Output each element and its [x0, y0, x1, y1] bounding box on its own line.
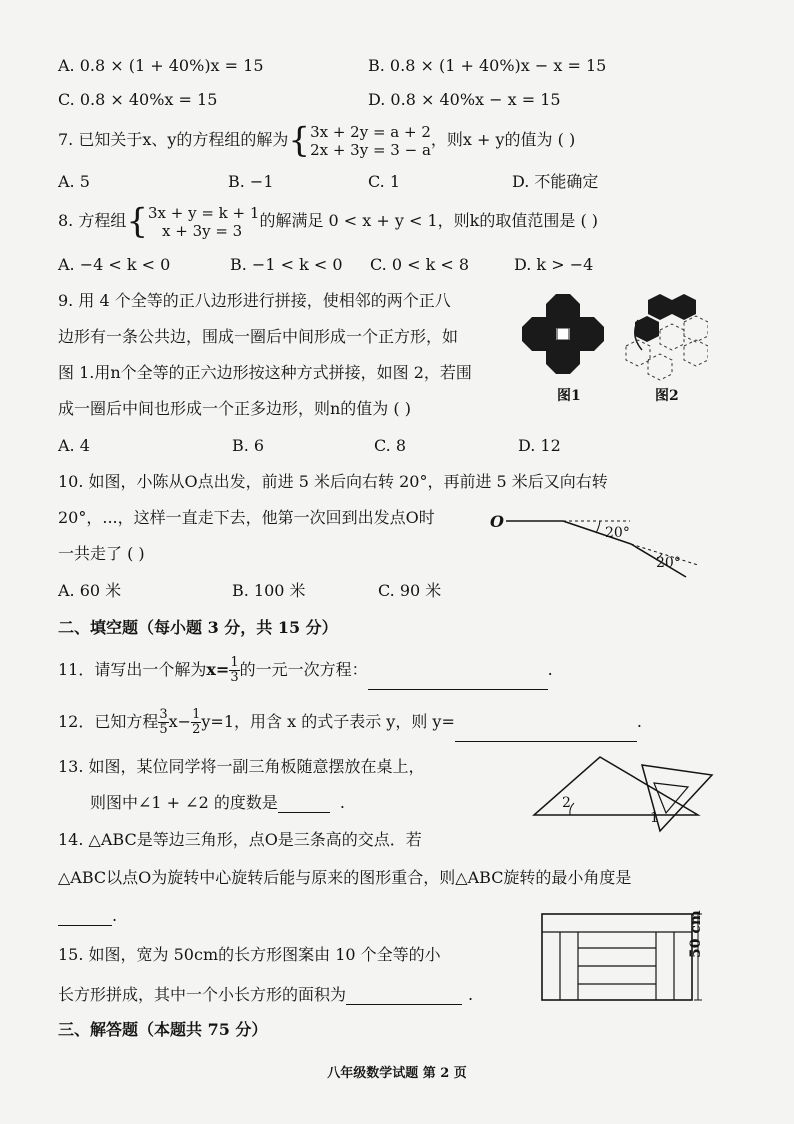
q12-mid2: y=1，用含 x 的式子表示 y，则 y= [201, 712, 455, 731]
q8-brace: { [126, 201, 148, 242]
q10-fig-angle2: 20° [656, 555, 681, 571]
q11-end: . [547, 660, 553, 679]
q11-num: 1 [230, 655, 239, 670]
q12-line [58, 702, 642, 742]
q10-fig-origin: O [490, 512, 504, 531]
q12-num1: 3 [159, 707, 168, 722]
q8-stem-pre: 8. 方程组 [58, 211, 127, 230]
q14-line1: 14. △ABC是等边三角形，点O是三条高的交点．若 [58, 830, 422, 849]
q9-figure [518, 292, 708, 382]
q8-stem-post: 的解满足 0 < x + y < 1，则k的取值范围是 ( ) [259, 211, 599, 230]
q15-line2-text: 长方形拼成，其中一个小长方形的面积为 [58, 985, 347, 1004]
q6-option-c: C. 0.8 × 40%x = 15 [58, 90, 218, 109]
q8-option-b: B. −1 < k < 0 [230, 255, 343, 274]
q7-brace: { [288, 120, 311, 161]
q10-option-b: B. 100 米 [232, 581, 306, 600]
q7-option-c: C. 1 [368, 172, 401, 191]
q13-line2 [90, 793, 345, 813]
q10-option-a: A. 60 米 [58, 581, 122, 600]
q7-eq2: 2x + 3y = 3 − a [310, 140, 431, 159]
q13-line2-text: 则图中∠1 + ∠2 的度数是 [90, 793, 278, 812]
q14-end: . [112, 906, 118, 925]
section2-heading: 二、填空题（每小题 3 分，共 15 分） [58, 618, 338, 637]
q14-line3 [58, 906, 117, 926]
q10-fig-angle1: 20° [605, 525, 630, 541]
q11-fraction [229, 656, 239, 685]
q9-option-c: C. 8 [374, 436, 407, 455]
q7-option-a: A. 5 [58, 172, 90, 191]
q7-option-d: D. 不能确定 [512, 172, 599, 191]
q9-line2: 边形有一条公共边，围成一圈后中间形成一个正方形，如 [58, 327, 459, 346]
q9-option-b: B. 6 [232, 436, 265, 455]
q9-line3: 图 1.用n个全等的正六边形按这种方式拼接，如图 2，若围 [58, 363, 472, 382]
q11-x: x= [206, 660, 230, 679]
q13-triangle-45 [534, 757, 698, 815]
q6-option-a: A. 0.8 × (1 + 40%)x = 15 [58, 56, 264, 75]
q8-option-d: D. k > −4 [514, 255, 594, 274]
q11-line [58, 650, 553, 690]
q10-line2: 20°，...，这样一直走下去，他第一次回到出发点O时 [58, 508, 435, 527]
q11-pre: 11．请写出一个解为 [58, 660, 207, 679]
q15-fig-label: 50 cm [688, 910, 704, 958]
q6-option-d: D. 0.8 × 40%x − x = 15 [368, 90, 561, 109]
q13-triangle-30-inner [654, 783, 688, 813]
q9-line4: 成一圈后中间也形成一个正多边形，则n的值为 ( ) [58, 399, 411, 418]
q11-den: 3 [230, 670, 239, 685]
q12-end: . [636, 712, 642, 731]
q11-post: 的一元一次方程： [239, 660, 368, 679]
page-footer: 八年级数学试题 第 2 页 [327, 1066, 467, 1081]
q9-option-d: D. 12 [518, 436, 561, 455]
q13-line1: 13. 如图，某位同学将一副三角板随意摆放在桌上， [58, 757, 425, 776]
q15-end: . [468, 985, 474, 1004]
q10-line3: 一共走了 ( ) [58, 544, 145, 563]
q8-eq2: x + 3y = 3 [162, 221, 243, 240]
q7-system [310, 123, 431, 159]
q13-fig-label2: 2 [562, 795, 571, 811]
q15-line2 [58, 985, 473, 1005]
q10-line1: 10. 如图，小陈从O点出发，前进 5 米后向右转 20°，再前进 5 米后又向右转 [58, 472, 608, 491]
q12-den1: 5 [159, 722, 168, 737]
q8-eq1: 3x + y = k + 1 [148, 203, 260, 222]
q7-stem-pre: 7. 已知关于x、y的方程组的解为 [58, 130, 289, 149]
q14-line2: △ABC以点O为旋转中心旋转后能与原来的图形重合，则△ABC旋转的最小角度是 [58, 868, 632, 887]
q13-fig-label1: 1 [650, 810, 659, 826]
q9-fig1-square [557, 328, 569, 340]
q7-stem [58, 120, 575, 160]
q9-fig1-caption: 图1 [557, 388, 581, 404]
q12-den2: 2 [192, 722, 201, 737]
q14-answer-blank [58, 909, 112, 926]
q12-answer-blank [455, 725, 637, 742]
q9-fig2-caption: 图2 [655, 388, 679, 404]
q7-stem-post: ，则x + y的值为 ( ) [430, 130, 576, 149]
q12-num2: 1 [192, 707, 201, 722]
q11-answer-blank [368, 673, 548, 690]
q8-stem [58, 201, 598, 241]
q15-line1: 15. 如图，宽为 50cm的长方形图案由 10 个全等的小 [58, 945, 441, 964]
q15-answer-blank [346, 988, 462, 1005]
q13-figure [530, 753, 716, 835]
q6-option-b: B. 0.8 × (1 + 40%)x − x = 15 [368, 56, 607, 75]
q10-option-c: C. 90 米 [378, 581, 442, 600]
q9-line1: 9. 用 4 个全等的正八边形进行拼接，使相邻的两个正八 [58, 291, 451, 310]
q7-option-b: B. −1 [228, 172, 274, 191]
q8-option-c: C. 0 < k < 8 [370, 255, 470, 274]
q8-system [148, 204, 259, 240]
q9-fig2-hexagons [635, 294, 696, 342]
q12-fraction2 [191, 708, 201, 737]
q13-end: . [339, 793, 345, 812]
q12-pre: 12．已知方程 [58, 712, 159, 731]
q8-option-a: A. −4 < k < 0 [58, 255, 171, 274]
q12-mid1: x− [168, 712, 192, 731]
q7-eq1: 3x + 2y = a + 2 [310, 122, 431, 141]
q9-option-a: A. 4 [58, 436, 90, 455]
section3-heading: 三、解答题（本题共 75 分） [58, 1020, 268, 1039]
q12-fraction1 [158, 708, 168, 737]
q13-answer-blank [278, 796, 330, 813]
